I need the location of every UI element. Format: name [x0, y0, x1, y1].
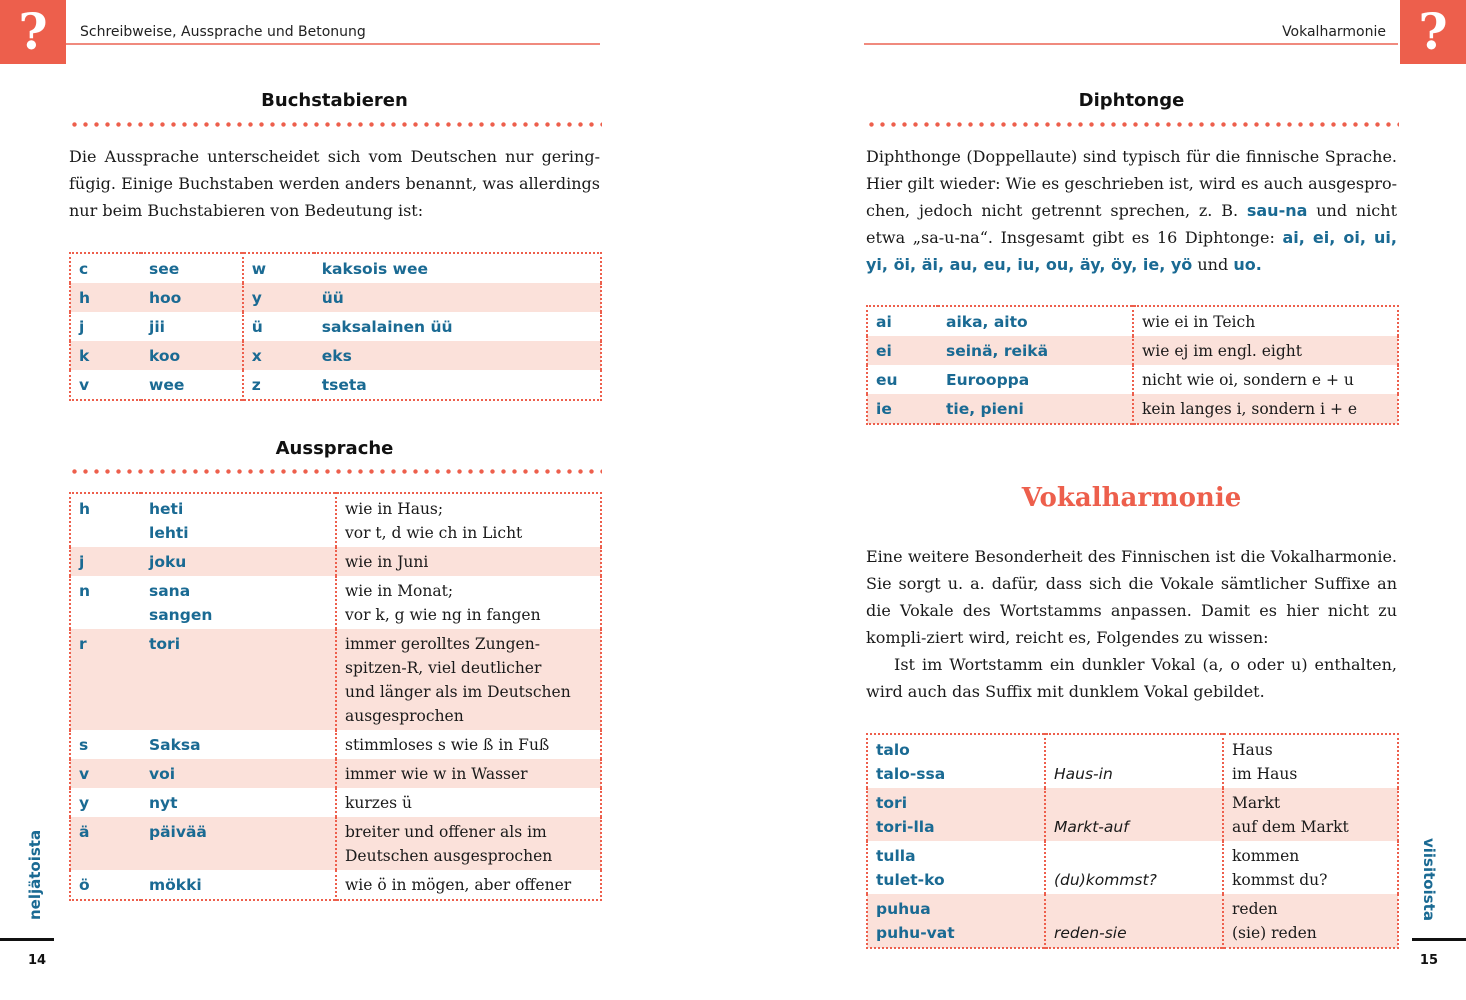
- letter: z: [251, 376, 261, 394]
- finnish-form: tori: [876, 794, 908, 812]
- spelling-table: [69, 252, 602, 401]
- finnish-forms: [867, 894, 1045, 948]
- para-text: und: [1192, 255, 1234, 274]
- example-word: heti: [149, 500, 184, 518]
- example-words: seinä, reikä: [938, 336, 1133, 365]
- translation-line: auf dem Markt: [1232, 818, 1349, 836]
- description: [336, 870, 601, 900]
- description: wie ei in Teich: [1142, 313, 1256, 331]
- example-word: nyt: [149, 794, 178, 812]
- page-number: 15: [1419, 953, 1438, 968]
- pronunciation-table: [69, 492, 602, 901]
- example-words: [141, 817, 336, 870]
- diphtong: ei: [867, 336, 938, 365]
- literal-gloss: (du)kommst?: [1045, 841, 1223, 894]
- table-row: [70, 370, 601, 400]
- running-head: Vokalharmonie: [1282, 24, 1386, 40]
- example-words: [141, 576, 336, 629]
- description-line: kurzes ü: [345, 794, 412, 812]
- letter: c: [79, 260, 89, 278]
- finnish-forms: [867, 788, 1045, 841]
- letter: h: [70, 283, 141, 312]
- table-row: [70, 283, 601, 312]
- description: [336, 759, 601, 788]
- translation-line: Haus: [1232, 741, 1273, 759]
- table-row: [70, 312, 601, 341]
- letter-name: saksalainen üü: [321, 318, 453, 336]
- literal-gloss: Markt-auf: [1045, 788, 1223, 841]
- para-text: Eine weitere Besonderheit des Finnischen ist die Vokalharmonie. Sie sorgt u. a. dafür, dass sich die Vokale sämtlicher Suffixe an die Vokale des Wortstamms anpassen. Damit es hier nicht zu kompli-ziert wird, reicht es, Folgendes zu wissen:: [866, 547, 1397, 647]
- letter-name: see: [141, 253, 243, 283]
- german-translation: [1223, 788, 1398, 841]
- example-words: [141, 730, 336, 759]
- example-words: [141, 547, 336, 576]
- table-row: [70, 817, 601, 870]
- table-row: [867, 841, 1398, 894]
- para-text: und nicht etwa „sa-u-na“. Insgesamt gibt es 16 Diphtonge:: [866, 201, 1398, 247]
- dotted-divider: [866, 122, 1399, 127]
- finnish-form: talo-ssa: [876, 765, 946, 783]
- description-line: und länger als im Deutschen: [345, 683, 571, 701]
- example-words: [141, 870, 336, 900]
- example-words: [141, 629, 336, 730]
- section-title-diphtonge: Diphtonge: [1078, 90, 1185, 111]
- example-word: Saksa: [149, 736, 201, 754]
- table-row: [70, 493, 601, 547]
- table-row: [867, 788, 1398, 841]
- diphtonge-table: [866, 305, 1399, 425]
- letter: v: [70, 759, 141, 788]
- description: [336, 730, 601, 759]
- literal-gloss: reden-sie: [1045, 894, 1223, 948]
- highlight-word: uo.: [1233, 255, 1262, 274]
- literal-gloss: Haus-in: [1045, 734, 1223, 788]
- diphtong: ai: [876, 313, 892, 331]
- running-head: Schreibweise, Aussprache und Betonung: [80, 24, 366, 40]
- description-line: Deutschen ausgesprochen: [345, 847, 553, 865]
- footer-rule: [1412, 938, 1466, 941]
- finnish-forms: [867, 734, 1045, 788]
- description: [336, 547, 601, 576]
- highlight-word: sau-na: [1246, 201, 1308, 220]
- table-row: [70, 547, 601, 576]
- table-row: [70, 576, 601, 629]
- description: [336, 817, 601, 870]
- example-word: tori: [149, 635, 181, 653]
- finnish-forms: [867, 841, 1045, 894]
- table-row: [70, 629, 601, 730]
- page-number-word: neljätoista: [26, 829, 44, 920]
- description-line: breiter und offener als im: [345, 823, 547, 841]
- letter: v: [79, 376, 90, 394]
- description-line: wie in Haus;: [345, 500, 444, 518]
- example-word: päivää: [149, 823, 207, 841]
- table-row: [70, 759, 601, 788]
- table-row: [867, 336, 1398, 365]
- letter-name: kaksois wee: [321, 260, 428, 278]
- section-title-vokalharmonie: Vokalharmonie: [1021, 483, 1242, 513]
- letter-name: wee: [141, 370, 243, 400]
- table-row: [70, 341, 601, 370]
- page-number: 14: [28, 953, 47, 968]
- german-translation: [1223, 894, 1398, 948]
- letter: ü: [251, 318, 263, 336]
- description-line: wie ö in mögen, aber offener: [345, 876, 572, 894]
- letter: j: [70, 547, 141, 576]
- letter: h: [79, 500, 91, 518]
- description: [336, 576, 601, 629]
- letter: x: [243, 341, 314, 370]
- translation-line: (sie) reden: [1232, 924, 1317, 942]
- example-words: aika, aito: [938, 306, 1133, 336]
- translation-line: Markt: [1232, 794, 1281, 812]
- letter: k: [70, 341, 141, 370]
- example-words: [141, 788, 336, 817]
- question-mark-icon: ?: [0, 0, 66, 64]
- example-word: sangen: [149, 606, 213, 624]
- highlight-word: ai, ei, oi, ui, yi, öi, äi, au, eu, iu, ou, äy, öy, ie, yö: [866, 228, 1397, 274]
- letter-name: koo: [141, 341, 243, 370]
- example-words: tie, pieni: [938, 394, 1133, 424]
- dotted-divider: [69, 469, 602, 474]
- translation-line: kommen: [1232, 847, 1300, 865]
- letter: r: [70, 629, 141, 730]
- finnish-form: talo: [876, 741, 910, 759]
- page-number-word: viisitoista: [1420, 838, 1438, 921]
- section-title-buchstabieren: Buchstabieren: [261, 90, 408, 111]
- letter: ä: [70, 817, 141, 870]
- example-word: joku: [149, 553, 187, 571]
- table-row: [867, 734, 1398, 788]
- letter-name: eks: [314, 341, 601, 370]
- finnish-form: puhu-vat: [876, 924, 955, 942]
- letter: y: [243, 283, 314, 312]
- description-line: vor t, d wie ch in Licht: [345, 524, 523, 542]
- letter-name: üü: [314, 283, 601, 312]
- example-word: voi: [149, 765, 176, 783]
- description: wie ej im engl. eight: [1133, 336, 1398, 365]
- letter: s: [79, 736, 89, 754]
- right-page: [733, 0, 1466, 1000]
- german-translation: [1223, 841, 1398, 894]
- diphtonge-paragraph: [866, 143, 1397, 278]
- table-row: [70, 870, 601, 900]
- letter-name: hoo: [141, 283, 243, 312]
- description: nicht wie oi, sondern e + u: [1142, 371, 1354, 389]
- para-text: Ist im Wortstamm ein dunkler Vokal (a, o oder u) enthalten, wird auch das Suffix mit dunklem Vokal gebildet.: [866, 655, 1397, 701]
- table-row: [70, 730, 601, 759]
- translation-line: kommst du?: [1232, 871, 1328, 889]
- table-row: [867, 365, 1398, 394]
- example-words: [141, 493, 336, 547]
- finnish-form: puhua: [876, 900, 931, 918]
- question-mark-icon: ?: [1400, 0, 1466, 64]
- description: kein langes i, sondern i + e: [1133, 394, 1398, 424]
- description-line: vor k, g wie ng in fangen: [345, 606, 541, 624]
- table-row: [867, 306, 1398, 336]
- example-word: lehti: [149, 524, 189, 542]
- letter: y: [79, 794, 90, 812]
- footer-rule: [0, 938, 54, 941]
- table-row: [70, 253, 601, 283]
- example-word: mökki: [149, 876, 202, 894]
- section-title-aussprache: Aussprache: [275, 438, 394, 459]
- description: [336, 493, 601, 547]
- description: [336, 788, 601, 817]
- dotted-divider: [69, 122, 602, 127]
- description-line: stimmloses s wie ß in Fuß: [345, 736, 550, 754]
- diphtong: eu: [876, 371, 898, 389]
- table-row: [867, 894, 1398, 948]
- description-line: immer wie w in Wasser: [345, 765, 528, 783]
- example-words: Eurooppa: [938, 365, 1133, 394]
- translation-line: im Haus: [1232, 765, 1298, 783]
- table-row: [70, 788, 601, 817]
- letter: j: [79, 318, 85, 336]
- vokalharmonie-paragraph: [866, 543, 1397, 705]
- description-line: ausgesprochen: [345, 707, 464, 725]
- example-word: sana: [149, 582, 191, 600]
- letter: ö: [79, 876, 90, 894]
- example-words: [141, 759, 336, 788]
- finnish-form: tulla: [876, 847, 916, 865]
- header-rule: [864, 43, 1398, 45]
- letter-name: jii: [141, 312, 243, 341]
- description-line: wie in Juni: [345, 553, 429, 571]
- description-line: spitzen-R, viel deutlicher: [345, 659, 542, 677]
- finnish-form: tulet-ko: [876, 871, 945, 889]
- translation-line: reden: [1232, 900, 1278, 918]
- german-translation: [1223, 734, 1398, 788]
- vokalharmonie-table: [866, 733, 1399, 949]
- letter-name: tseta: [321, 376, 367, 394]
- para-text: Diphthonge (Doppellaute) sind typisch für die finnische Sprache. Hier gilt wieder: Wie es geschrieben ist, wird es auch ausgespro-chen, jedoch nicht getrennt sprechen, z. B.: [866, 147, 1397, 220]
- description: [336, 629, 601, 730]
- intro-paragraph: Die Aussprache unterscheidet sich vom Deutschen nur gering-fügig. Einige Buchstaben werden anders benannt, was allerdings nur beim Buchstabieren von Bedeutung ist:: [69, 147, 600, 220]
- diphtong: ie: [867, 394, 938, 424]
- table-row: [867, 394, 1398, 424]
- letter: w: [251, 260, 267, 278]
- finnish-form: tori-lla: [876, 818, 935, 836]
- letter: n: [79, 582, 91, 600]
- description-line: immer gerolltes Zungen-: [345, 635, 540, 653]
- header-rule: [66, 43, 600, 45]
- description-line: wie in Monat;: [345, 582, 454, 600]
